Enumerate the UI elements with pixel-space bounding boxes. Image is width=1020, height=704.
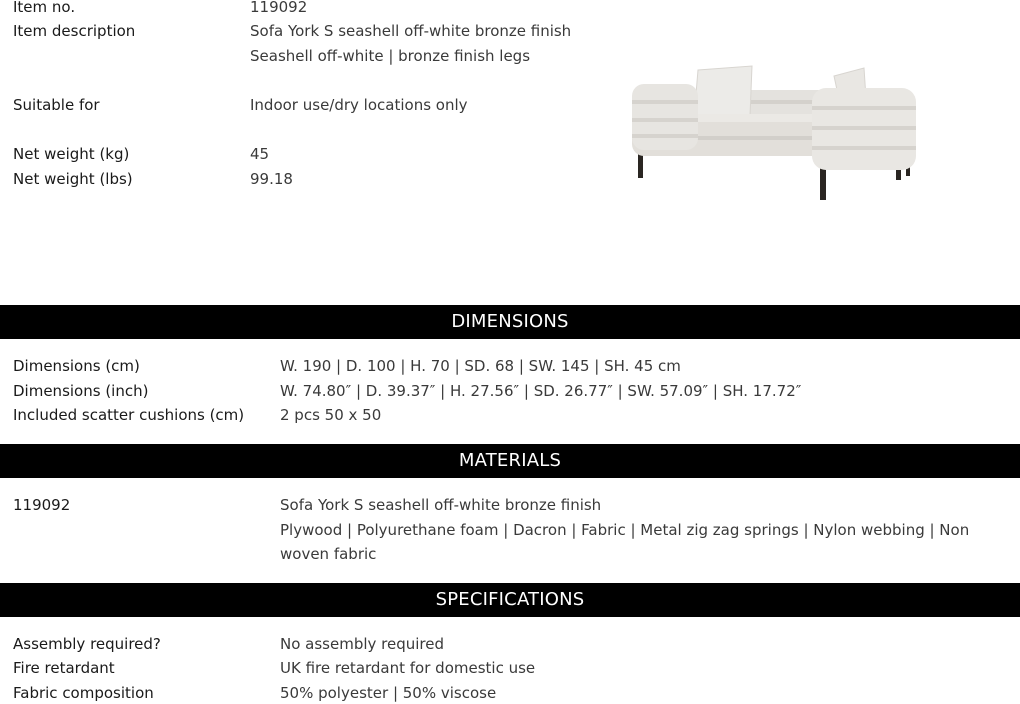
net-weight-kg-label: Net weight (kg) (13, 145, 130, 163)
materials-header: MATERIALS (0, 444, 1020, 478)
materials-list: Plywood | Polyurethane foam | Dacron | Fabric | Metal zig zag springs | Nylon webbing | Non woven fabric (280, 521, 970, 563)
assembly-required-label: Assembly required? (13, 635, 161, 653)
dimensions-inch-value: W. 74.80″ | D. 39.37″ | H. 27.56″ | SD. 26.77″ | SW. 57.09″ | SH. 17.72″ (280, 382, 802, 400)
item-no-label: Item no. (13, 0, 76, 16)
net-weight-lbs-value: 99.18 (250, 170, 293, 188)
fire-retardant-label: Fire retardant (13, 659, 115, 677)
item-no-value: 119092 (250, 0, 308, 16)
fabric-composition-value: 50% polyester | 50% viscose (280, 684, 497, 702)
net-weight-lbs-label: Net weight (lbs) (13, 170, 133, 188)
item-description-line2: Seashell off-white | bronze finish legs (250, 47, 531, 65)
sofa-product-image (620, 58, 930, 208)
fire-retardant-value: UK fire retardant for domestic use (280, 659, 536, 677)
suitable-for-label: Suitable for (13, 96, 100, 114)
materials-code: 119092 (13, 496, 71, 514)
fabric-composition-label: Fabric composition (13, 684, 154, 702)
dimensions-cm-label: Dimensions (cm) (13, 357, 140, 375)
suitable-for-value: Indoor use/dry locations only (250, 96, 468, 114)
assembly-required-value: No assembly required (280, 635, 445, 653)
dimensions-cm-value: W. 190 | D. 100 | H. 70 | SD. 68 | SW. 145 | SH. 45 cm (280, 357, 681, 375)
dimensions-header: DIMENSIONS (0, 305, 1020, 339)
item-description-line1: Sofa York S seashell off-white bronze finish (250, 22, 572, 40)
scatter-cushions-value: 2 pcs 50 x 50 (280, 406, 382, 424)
net-weight-kg-value: 45 (250, 145, 270, 163)
item-description-label: Item description (13, 22, 136, 40)
scatter-cushions-label: Included scatter cushions (cm) (13, 406, 245, 424)
specifications-header: SPECIFICATIONS (0, 583, 1020, 617)
dimensions-inch-label: Dimensions (inch) (13, 382, 149, 400)
materials-product-name: Sofa York S seashell off-white bronze finish (280, 496, 602, 514)
